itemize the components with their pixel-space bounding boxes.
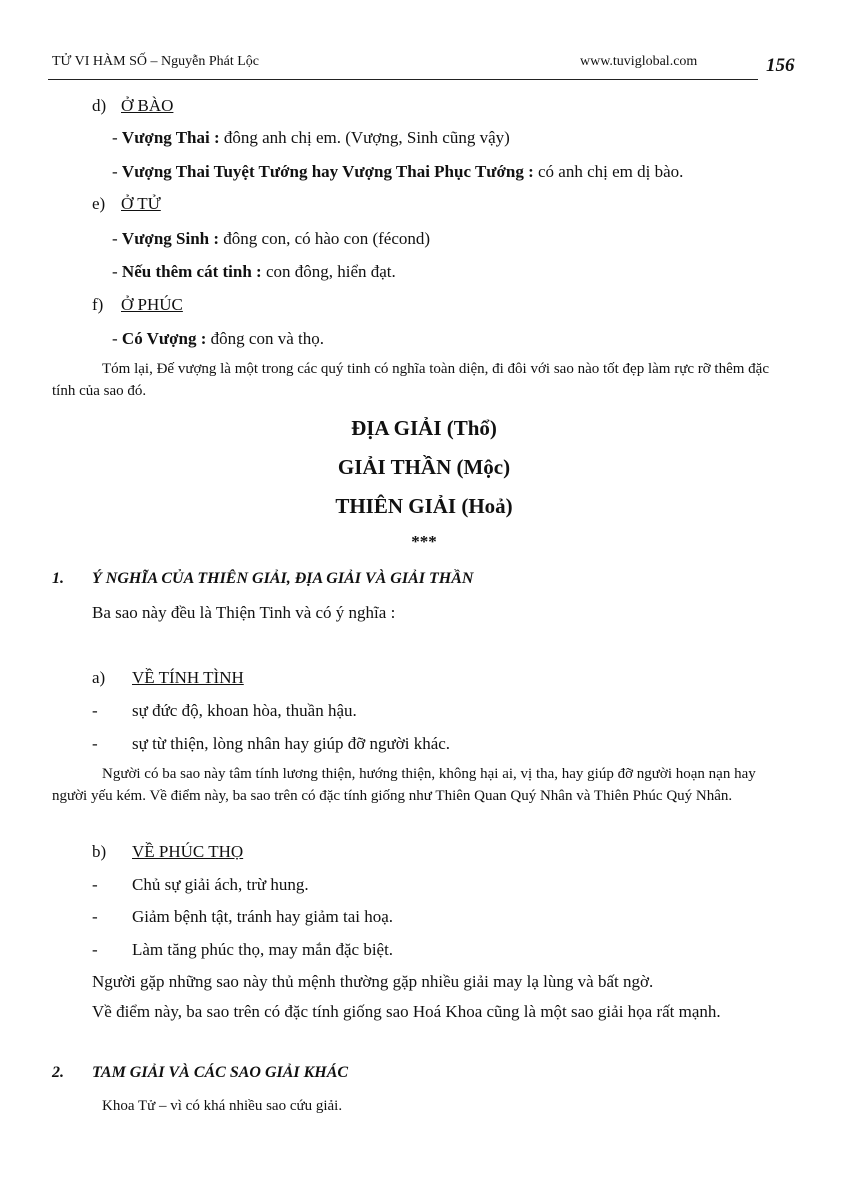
item-text: có anh chị em dị bào. [533, 162, 684, 181]
subheading-phuc-tho: VỀ PHÚC THỌ [132, 842, 244, 861]
item-marker-d: d) [92, 96, 107, 115]
page-number: 156 [766, 55, 795, 76]
item-term: Có Vượng : [121, 329, 207, 348]
list-item [112, 329, 324, 349]
dash: - [92, 875, 98, 894]
item-text: con đông, hiển đạt. [261, 262, 396, 281]
item-term: Nếu thêm cát tinh : [121, 262, 262, 281]
subheading-o-tu: Ở TỬ [121, 194, 161, 213]
item-marker-e: e) [92, 194, 106, 213]
list-item: Giảm bệnh tật, tránh hay giảm tai hoạ. [132, 907, 394, 926]
item-term: Vượng Thai Tuyệt Tướng hay Vượng Thai Phục Tướng : [121, 162, 534, 181]
item-marker-a: a) [92, 668, 106, 687]
title-separator: *** [411, 532, 437, 551]
item-term: Vượng Sinh : [121, 229, 220, 248]
list-item: sự đức độ, khoan hòa, thuần hậu. [132, 701, 357, 720]
section-text: Khoa Tử – vì có khá nhiều sao cứu giải. [102, 1098, 343, 1114]
list-item: Làm tăng phúc thọ, may mắn đặc biệt. [132, 940, 394, 959]
header-rule [48, 79, 758, 80]
paragraph-tinh-tinh: Người có ba sao này tâm tính lương thiện, hướng thiện, không hại ai, vị tha, hay giúp đỡ người hoạn nạn hay người yếu kém. Về điểm này, ba sao trên có đặc tính giống như Thiên Quan Quý Nhân và Thiên Phúc Quý Nhân. [52, 766, 756, 804]
summary-paragraph: Tóm lại, Đế vượng là một trong các quý tinh có nghĩa toàn diện, đi đôi với sao nào tốt đẹp làm rực rỡ thêm đặc tính của sao đó. [52, 361, 769, 399]
item-text: đông con, có hào con (fécond) [219, 229, 431, 248]
item-marker-b: b) [92, 842, 107, 861]
item-text: đông anh chị em. (Vượng, Sinh cũng vậy) [219, 128, 510, 147]
list-item [112, 128, 510, 148]
list-item: sự từ thiện, lòng nhân hay giúp đỡ người khác. [132, 734, 451, 753]
list-item [112, 162, 683, 182]
dash: - [92, 940, 98, 959]
dash: - [112, 128, 118, 147]
section-intro: Ba sao này đều là Thiện Tinh và có ý nghĩa : [92, 603, 396, 622]
dash: - [112, 162, 118, 181]
subheading-tinh-tinh: VỀ TÍNH TÌNH [132, 668, 244, 687]
section-heading: Ý NGHĨA CỦA THIÊN GIẢI, ĐỊA GIẢI VÀ GIẢI THẦN [92, 570, 474, 587]
subheading-o-bao: Ở BÀO [121, 96, 174, 115]
header-url[interactable]: www.tuviglobal.com [580, 54, 698, 69]
header-title: TỬ VI HÀM SỐ – Nguyễn Phát Lộc [52, 54, 259, 69]
title-giai-than: GIẢI THẦN (Mộc) [337, 455, 511, 479]
section-number: 2. [52, 1064, 64, 1081]
dash: - [112, 262, 118, 281]
list-item [112, 262, 396, 282]
list-item: Chủ sự giải ách, trừ hung. [132, 875, 309, 894]
dash: - [112, 229, 118, 248]
section-heading: TAM GIẢI VÀ CÁC SAO GIẢI KHÁC [92, 1064, 349, 1081]
item-marker-f: f) [92, 295, 104, 314]
paragraph-phuc-tho-2: Về điểm này, ba sao trên có đặc tính giống sao Hoá Khoa cũng là một sao giải họa rất mạnh. [92, 1002, 721, 1021]
paragraph-phuc-tho-1: Người gặp những sao này thủ mệnh thường gặp nhiều giải may lạ lùng và bất ngờ. [92, 972, 654, 991]
title-dia-giai: ĐỊA GIẢI (Thổ) [351, 416, 497, 440]
section-number: 1. [52, 570, 64, 587]
dash: - [92, 701, 98, 720]
dash: - [92, 907, 98, 926]
subheading-o-phuc: Ở PHÚC [121, 295, 183, 314]
title-thien-giai: THIÊN GIẢI (Hoả) [335, 494, 513, 518]
list-item [112, 229, 430, 249]
dash: - [112, 329, 118, 348]
item-text: đông con và thọ. [206, 329, 324, 348]
item-term: Vượng Thai : [121, 128, 220, 147]
dash: - [92, 734, 98, 753]
